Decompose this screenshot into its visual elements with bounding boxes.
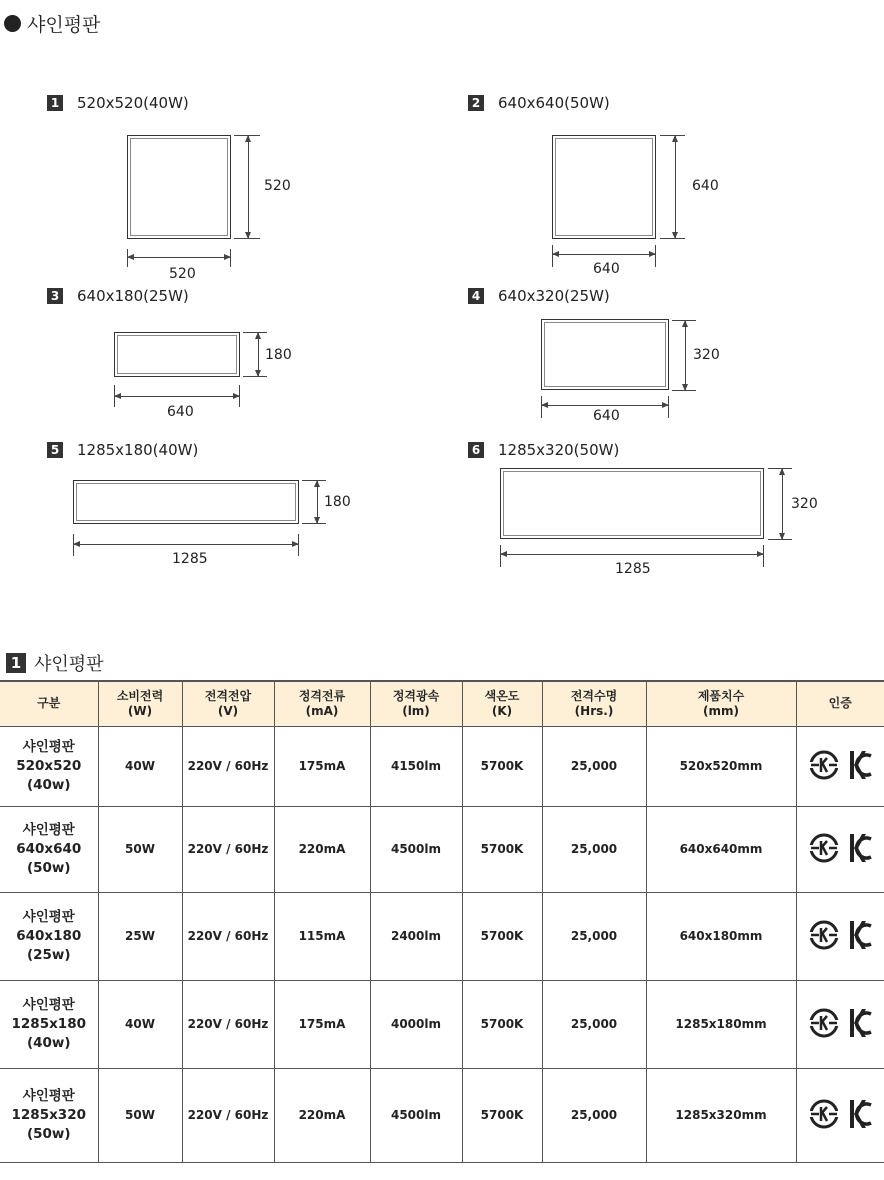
height-dimension-line xyxy=(675,135,676,239)
cell-power: 25W xyxy=(98,892,182,980)
cell-size: 640x180mm xyxy=(646,892,796,980)
diagram-label-3 xyxy=(47,287,189,305)
cell-cert xyxy=(796,726,884,806)
s-mark-icon xyxy=(808,919,840,951)
width-dimension-line xyxy=(127,257,231,258)
cell-life: 25,000 xyxy=(542,892,646,980)
width-dimension: 1285 xyxy=(615,561,651,577)
header-category: 구분 xyxy=(0,681,98,726)
header-power: 소비전력 (W) xyxy=(98,681,182,726)
height-dimension-line xyxy=(685,320,686,391)
width-dimension-line xyxy=(500,554,764,555)
diagram-number: 1 xyxy=(47,95,63,111)
width-dimension: 640 xyxy=(593,408,620,424)
cell-size: 1285x320mm xyxy=(646,1068,796,1162)
cell-name: 샤인평판 520x520 (40w) xyxy=(0,726,98,806)
diagram-number: 5 xyxy=(47,442,63,458)
kc-mark-icon xyxy=(848,749,872,781)
diagram-number: 3 xyxy=(47,288,63,304)
diagram-label-5 xyxy=(47,441,198,459)
height-dimension-line xyxy=(258,332,259,377)
cell-voltage: 220V / 60Hz xyxy=(182,726,274,806)
cell-cert xyxy=(796,892,884,980)
bullet-icon xyxy=(4,15,21,32)
diagram-number: 2 xyxy=(468,95,484,111)
cell-current: 175mA xyxy=(274,726,370,806)
cell-flux: 4000lm xyxy=(370,980,462,1068)
cell-life: 25,000 xyxy=(542,806,646,892)
cell-voltage: 220V / 60Hz xyxy=(182,806,274,892)
spec-table xyxy=(0,680,884,1163)
cell-cct: 5700K xyxy=(462,1068,542,1162)
cell-flux: 4500lm xyxy=(370,806,462,892)
cell-name: 샤인평판 1285x180 (40w) xyxy=(0,980,98,1068)
diagram-number: 6 xyxy=(468,442,484,458)
section-title-text: 샤인평판 xyxy=(34,654,104,675)
cell-name: 샤인평판 640x640 (50w) xyxy=(0,806,98,892)
s-mark-icon xyxy=(808,1098,840,1130)
table-row xyxy=(0,726,884,806)
width-dimension: 1285 xyxy=(172,551,208,567)
diagram-number: 4 xyxy=(468,288,484,304)
cell-flux: 4500lm xyxy=(370,1068,462,1162)
height-dimension: 320 xyxy=(693,347,720,363)
cell-cert xyxy=(796,1068,884,1162)
cell-voltage: 220V / 60Hz xyxy=(182,892,274,980)
cell-power: 50W xyxy=(98,806,182,892)
cell-cert xyxy=(796,806,884,892)
cell-current: 220mA xyxy=(274,806,370,892)
header-voltage: 전격전압 (V) xyxy=(182,681,274,726)
panel-outline-3 xyxy=(114,332,240,377)
height-dimension-line xyxy=(317,480,318,524)
header-cct: 색온도 (K) xyxy=(462,681,542,726)
cell-size: 1285x180mm xyxy=(646,980,796,1068)
header-cert: 인증 xyxy=(796,681,884,726)
cell-current: 220mA xyxy=(274,1068,370,1162)
cell-life: 25,000 xyxy=(542,980,646,1068)
s-mark-icon xyxy=(808,832,840,864)
width-dimension: 640 xyxy=(167,404,194,420)
width-dimension-line xyxy=(552,254,656,255)
page-title xyxy=(4,10,100,37)
width-dimension-line xyxy=(114,396,240,397)
section-number: 1 xyxy=(6,653,26,673)
diagram-title: 640x640(50W) xyxy=(498,94,610,112)
cell-power: 50W xyxy=(98,1068,182,1162)
kc-mark-icon xyxy=(848,1098,872,1130)
s-mark-icon xyxy=(808,1007,840,1039)
s-mark-icon xyxy=(808,749,840,781)
panel-outline-5 xyxy=(73,480,299,524)
height-dimension: 520 xyxy=(264,178,291,194)
cell-power: 40W xyxy=(98,980,182,1068)
diagram-title: 640x320(25W) xyxy=(498,287,610,305)
height-dimension: 640 xyxy=(692,178,719,194)
section-title xyxy=(6,650,104,676)
cell-current: 175mA xyxy=(274,980,370,1068)
cell-current: 115mA xyxy=(274,892,370,980)
table-row xyxy=(0,892,884,980)
cell-cct: 5700K xyxy=(462,980,542,1068)
cell-voltage: 220V / 60Hz xyxy=(182,980,274,1068)
cell-flux: 2400lm xyxy=(370,892,462,980)
height-dimension-line xyxy=(782,468,783,540)
kc-mark-icon xyxy=(848,1007,872,1039)
diagram-title: 1285x320(50W) xyxy=(498,441,620,459)
height-dimension-line xyxy=(248,135,249,239)
header-life: 전격수명 (Hrs.) xyxy=(542,681,646,726)
panel-outline-2 xyxy=(552,135,656,239)
diagram-label-6 xyxy=(468,441,619,459)
cell-cct: 5700K xyxy=(462,806,542,892)
kc-mark-icon xyxy=(848,832,872,864)
page-title-text: 샤인평판 xyxy=(27,14,101,36)
diagram-title: 1285x180(40W) xyxy=(77,441,199,459)
cell-cert xyxy=(796,980,884,1068)
panel-outline-1 xyxy=(127,135,231,239)
panel-outline-6 xyxy=(500,468,764,539)
diagram-title: 520x520(40W) xyxy=(77,94,189,112)
cell-voltage: 220V / 60Hz xyxy=(182,1068,274,1162)
cell-name: 샤인평판 640x180 (25w) xyxy=(0,892,98,980)
header-current: 정격전류 (mA) xyxy=(274,681,370,726)
panel-outline-4 xyxy=(541,319,669,390)
width-dimension: 640 xyxy=(593,261,620,277)
header-flux: 정격광속 (lm) xyxy=(370,681,462,726)
diagram-label-4 xyxy=(468,287,610,305)
diagram-title: 640x180(25W) xyxy=(77,287,189,305)
cell-life: 25,000 xyxy=(542,726,646,806)
height-dimension: 180 xyxy=(324,494,351,510)
cell-life: 25,000 xyxy=(542,1068,646,1162)
kc-mark-icon xyxy=(848,919,872,951)
table-header-row xyxy=(0,681,884,726)
cell-name: 샤인평판 1285x320 (50w) xyxy=(0,1068,98,1162)
cell-size: 520x520mm xyxy=(646,726,796,806)
width-dimension: 520 xyxy=(169,266,196,282)
cell-size: 640x640mm xyxy=(646,806,796,892)
cell-cct: 5700K xyxy=(462,726,542,806)
height-dimension: 180 xyxy=(265,347,292,363)
diagram-label-1 xyxy=(47,94,189,112)
height-dimension: 320 xyxy=(791,496,818,512)
cell-power: 40W xyxy=(98,726,182,806)
table-row xyxy=(0,980,884,1068)
cell-flux: 4150lm xyxy=(370,726,462,806)
width-dimension-line xyxy=(541,405,669,406)
diagram-label-2 xyxy=(468,94,610,112)
table-row xyxy=(0,806,884,892)
header-size: 제품치수 (mm) xyxy=(646,681,796,726)
width-dimension-line xyxy=(73,544,299,545)
cell-cct: 5700K xyxy=(462,892,542,980)
table-row xyxy=(0,1068,884,1162)
